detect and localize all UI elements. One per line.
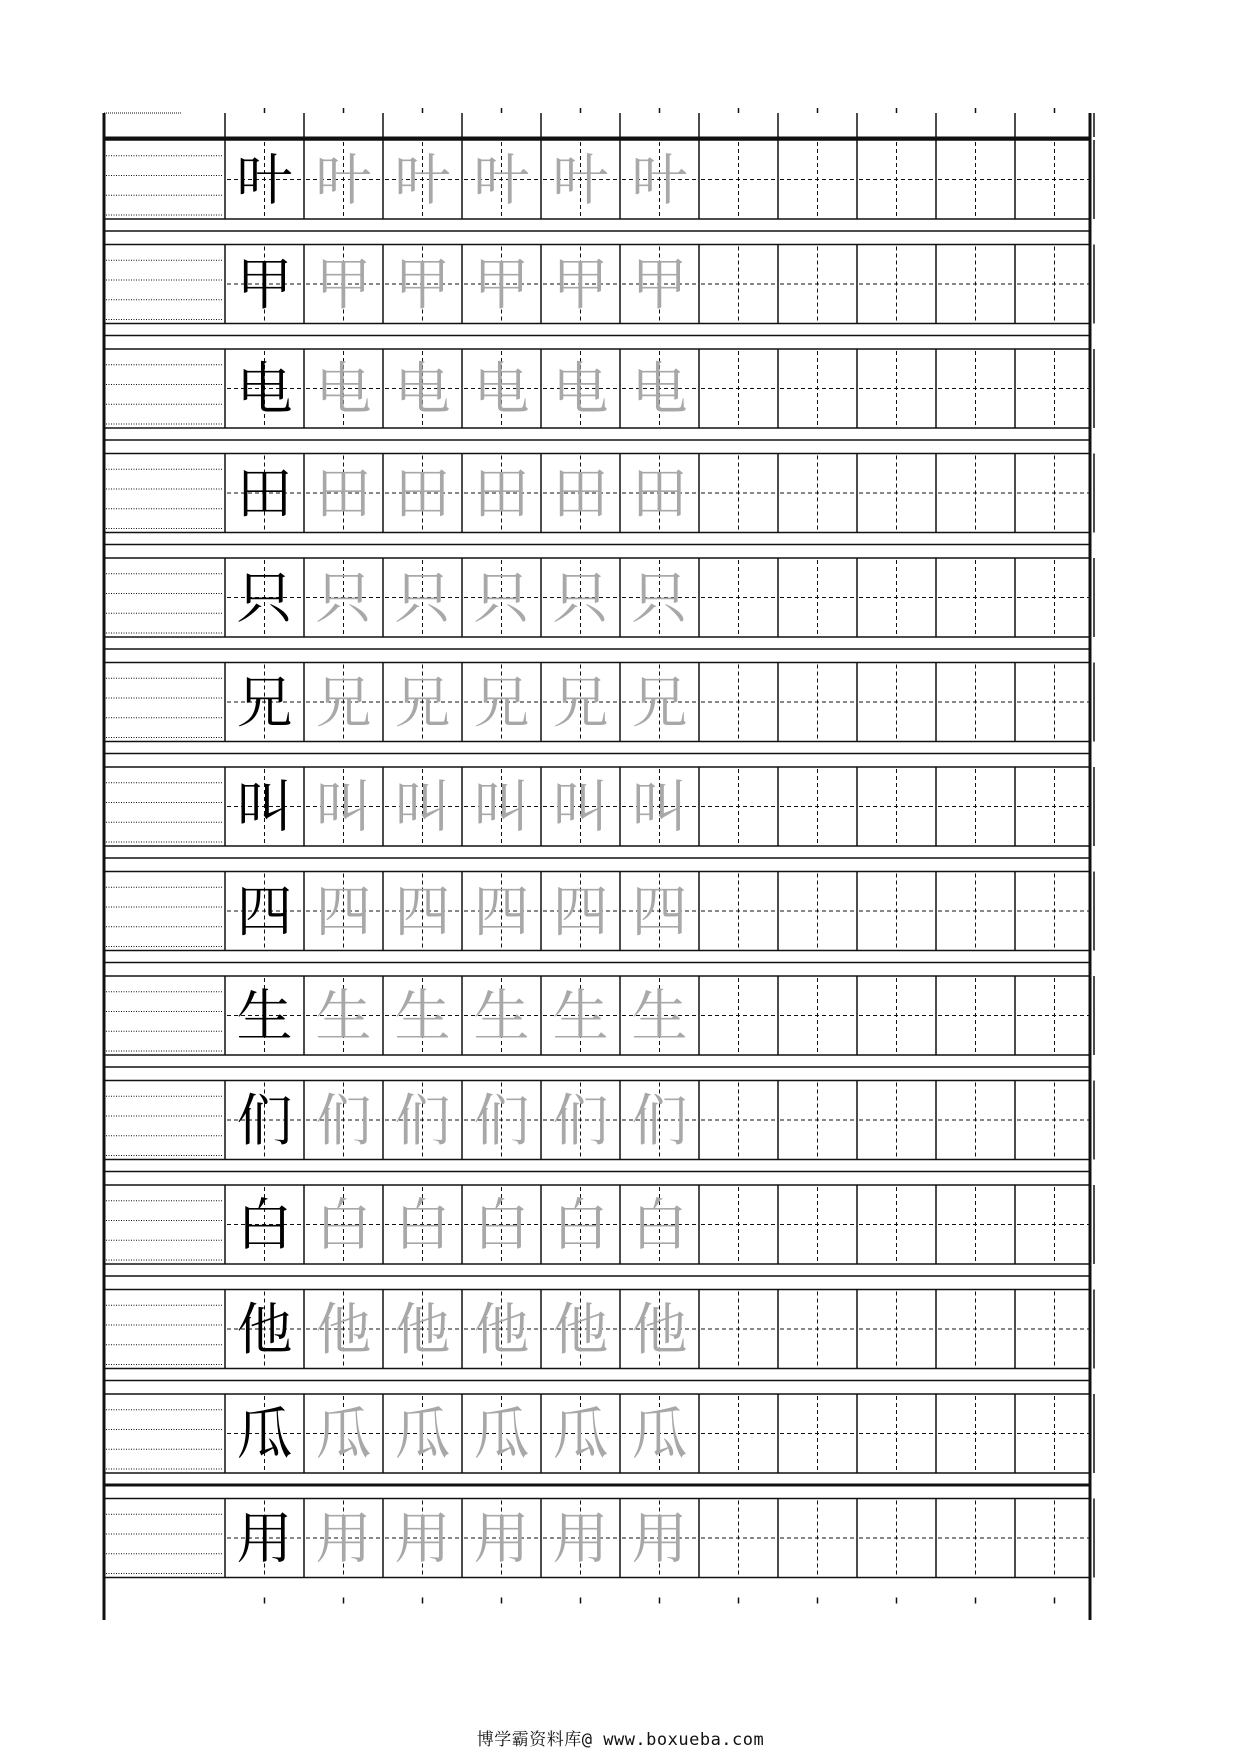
- trace-character: 叶: [631, 148, 688, 214]
- practice-row: [104, 245, 1094, 336]
- trace-character: 甲: [552, 253, 609, 318]
- trace-character: 白: [473, 1193, 530, 1259]
- trace-character: 们: [473, 1089, 530, 1154]
- trace-character: 田: [394, 462, 451, 527]
- practice-row: [104, 1290, 1094, 1381]
- practice-row: [104, 872, 1094, 963]
- trace-character: 兄: [473, 671, 530, 736]
- trace-character: 叶: [473, 148, 530, 214]
- practice-row: [104, 349, 1094, 440]
- trace-character: 电: [473, 357, 530, 423]
- trace-character: 用: [631, 1507, 688, 1572]
- trace-character: 生: [315, 984, 372, 1050]
- trace-character: 们: [394, 1089, 451, 1154]
- trace-character: 只: [473, 566, 530, 632]
- model-character: 生: [236, 984, 293, 1050]
- model-character: 甲: [236, 253, 293, 318]
- trace-character: 兄: [631, 671, 688, 736]
- trace-character: 瓜: [631, 1402, 688, 1468]
- trace-character: 瓜: [394, 1402, 451, 1468]
- trace-character: 用: [315, 1507, 372, 1572]
- trace-character: 们: [631, 1089, 688, 1154]
- practice-row: [104, 454, 1094, 545]
- practice-row: [104, 663, 1094, 754]
- trace-character: 只: [631, 566, 688, 632]
- trace-character: 四: [631, 880, 688, 945]
- model-character: 电: [236, 357, 293, 423]
- trace-character: 兄: [315, 671, 372, 736]
- model-character: 四: [236, 880, 293, 945]
- trace-character: 四: [473, 880, 530, 945]
- practice-row: [104, 1394, 1094, 1485]
- trace-character: 只: [315, 566, 372, 632]
- model-character: 们: [236, 1089, 293, 1154]
- trace-character: 他: [315, 1298, 372, 1363]
- trace-character: 叫: [394, 775, 451, 841]
- trace-character: 电: [315, 357, 372, 423]
- trace-character: 他: [631, 1298, 688, 1363]
- trace-character: 田: [631, 462, 688, 527]
- trace-character: 瓜: [473, 1402, 530, 1468]
- model-character: 叶: [236, 148, 293, 214]
- trace-character: 用: [394, 1507, 451, 1572]
- trace-character: 兄: [394, 671, 451, 736]
- trace-character: 生: [631, 984, 688, 1050]
- trace-character: 兄: [552, 671, 609, 736]
- trace-character: 叫: [315, 775, 372, 841]
- character-rows: [104, 140, 1094, 1578]
- trace-character: 只: [552, 566, 609, 632]
- trace-character: 甲: [394, 253, 451, 318]
- model-character: 用: [236, 1507, 293, 1572]
- trace-character: 电: [552, 357, 609, 423]
- trace-character: 们: [315, 1089, 372, 1154]
- trace-character: 电: [394, 357, 451, 423]
- trace-character: 叫: [631, 775, 688, 841]
- trace-character: 田: [315, 462, 372, 527]
- practice-row: [104, 976, 1094, 1067]
- footer-watermark: 博学霸资料库@ www.boxueba.com: [476, 1730, 765, 1750]
- trace-character: 用: [552, 1507, 609, 1572]
- trace-character: 四: [315, 880, 372, 945]
- trace-character: 生: [552, 984, 609, 1050]
- trace-character: 叫: [552, 775, 609, 841]
- trace-character: 生: [394, 984, 451, 1050]
- model-character: 只: [236, 566, 293, 632]
- practice-row: [104, 140, 1094, 231]
- trace-character: 白: [394, 1193, 451, 1259]
- practice-row: [104, 1185, 1094, 1276]
- trace-character: 白: [552, 1193, 609, 1259]
- trace-character: 白: [631, 1193, 688, 1259]
- trace-character: 甲: [473, 253, 530, 318]
- trace-character: 甲: [631, 253, 688, 318]
- model-character: 他: [236, 1298, 293, 1363]
- trace-character: 只: [394, 566, 451, 632]
- model-character: 白: [236, 1193, 293, 1259]
- trace-character: 他: [552, 1298, 609, 1363]
- trace-character: 瓜: [552, 1402, 609, 1468]
- trace-character: 田: [473, 462, 530, 527]
- trace-character: 田: [552, 462, 609, 527]
- trace-character: 瓜: [315, 1402, 372, 1468]
- trace-character: 生: [473, 984, 530, 1050]
- trace-character: 们: [552, 1089, 609, 1154]
- model-character: 兄: [236, 671, 293, 736]
- trace-character: 叫: [473, 775, 530, 841]
- model-character: 瓜: [236, 1402, 293, 1468]
- trace-character: 他: [473, 1298, 530, 1363]
- trace-character: 白: [315, 1193, 372, 1259]
- trace-character: 四: [552, 880, 609, 945]
- model-character: 叫: [236, 775, 293, 841]
- practice-row: [104, 558, 1094, 649]
- trace-character: 用: [473, 1507, 530, 1572]
- practice-row: [104, 767, 1094, 858]
- trace-character: 他: [394, 1298, 451, 1363]
- trace-character: 叶: [315, 148, 372, 214]
- trace-character: 叶: [394, 148, 451, 214]
- trace-character: 叶: [552, 148, 609, 214]
- practice-row: [104, 1081, 1094, 1172]
- trace-character: 电: [631, 357, 688, 423]
- trace-character: 甲: [315, 253, 372, 318]
- practice-row: [104, 1499, 1094, 1578]
- trace-character: 四: [394, 880, 451, 945]
- model-character: 田: [236, 462, 293, 527]
